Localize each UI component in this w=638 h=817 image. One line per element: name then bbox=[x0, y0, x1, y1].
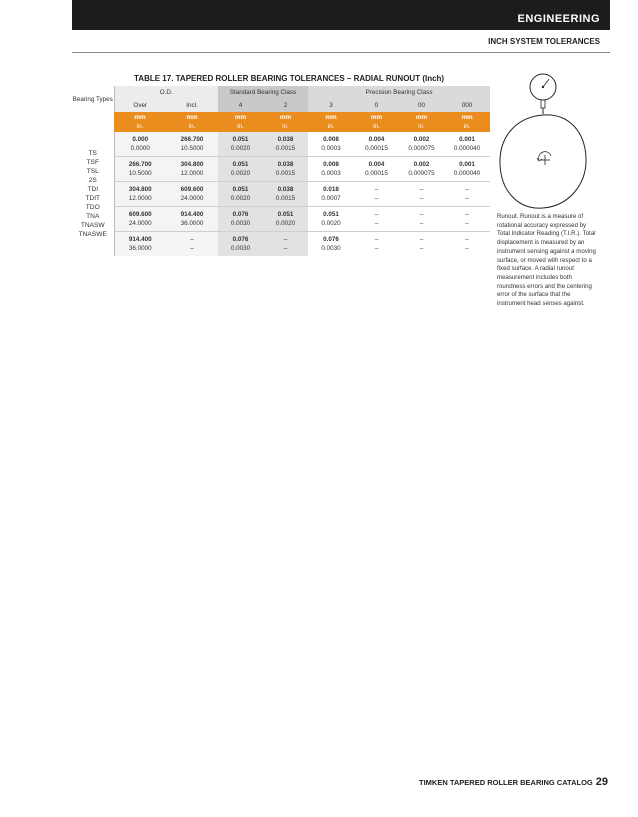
bearing-type: TDI bbox=[87, 186, 99, 193]
cell-class-0: 0.004 0.00015 bbox=[354, 157, 399, 182]
cell-class-2: – – bbox=[263, 232, 308, 257]
cell-class-2: 0.038 0.0015 bbox=[263, 132, 308, 157]
cell-class-4: 0.051 0.0020 bbox=[218, 157, 263, 182]
cell-class-3: 0.018 0.0007 bbox=[308, 182, 354, 207]
cell-class-000: – – bbox=[444, 182, 490, 207]
bearing-type: TSF bbox=[86, 159, 99, 166]
cell-class-4: 0.051 0.0020 bbox=[218, 182, 263, 207]
dial-indicator-icon bbox=[497, 72, 589, 214]
cell-over: 0.000 0.0000 bbox=[114, 132, 166, 157]
cell-class-000: 0.001 0.000040 bbox=[444, 132, 490, 157]
cell-class-000: – – bbox=[444, 207, 490, 232]
cell-class-0: 0.004 0.00015 bbox=[354, 132, 399, 157]
col-class-2: 2 bbox=[263, 98, 308, 112]
cell-class-0: – – bbox=[354, 207, 399, 232]
page-number: 29 bbox=[595, 776, 608, 788]
cell-over: 266.700 10.5000 bbox=[114, 157, 166, 182]
cell-class-0: – – bbox=[374, 236, 379, 252]
cell-class-3: 0.008 0.0003 bbox=[308, 132, 354, 157]
cell-over: 914.400 36.0000 bbox=[114, 232, 166, 257]
units-cell: mm in. bbox=[354, 112, 399, 132]
col-class-000: 000 bbox=[444, 98, 490, 112]
cell-class-00: 0.002 0.000075 bbox=[399, 132, 444, 157]
cell-class-3: 0.076 0.0030 bbox=[321, 236, 341, 252]
cell-class-000: – – bbox=[465, 236, 469, 252]
cell-class-4: 0.076 0.0030 bbox=[218, 232, 263, 257]
runout-caption: Runout. Runout is a measure of rotational accuracy expressed by Total Indicator Reading (T.I.R.). Total displacement is measured by an instrument sensing against a moving surface, or moved with respect to a fixed surface. A radial runout measurement includes both roundness errors and the centering error of the surface that the instrument head senses against. bbox=[497, 213, 596, 308]
group-precision-class: Precision Bearing Class bbox=[308, 86, 490, 98]
cell-incl: 609.600 24.0000 bbox=[166, 182, 218, 207]
units-cell: mm in. bbox=[263, 112, 308, 132]
units-row bbox=[72, 112, 490, 132]
bearing-type: 2S bbox=[88, 177, 97, 184]
cell-class-4: 0.051 0.0020 bbox=[218, 132, 263, 157]
bearing-type: TS bbox=[88, 150, 97, 157]
units-cell: mm in. bbox=[399, 112, 444, 132]
section-title: ENGINEERING bbox=[517, 13, 600, 25]
col-incl: Incl. bbox=[166, 98, 218, 112]
units-cell: mm in. bbox=[218, 112, 263, 132]
cell-class-3: 0.008 0.0003 bbox=[308, 157, 354, 182]
bearing-type: TNASW bbox=[80, 222, 105, 229]
cell-incl: – – bbox=[166, 232, 218, 257]
units-cell: mm in. bbox=[166, 112, 218, 132]
radial-runout-table bbox=[72, 86, 490, 256]
bearing-types-list bbox=[72, 132, 114, 256]
table-row bbox=[72, 157, 490, 182]
bearing-type: TDIT bbox=[85, 195, 101, 202]
cell-class-00: – – bbox=[399, 207, 444, 232]
col-bearing-types: Bearing Types bbox=[72, 86, 114, 112]
cell-over: 304.800 12.0000 bbox=[114, 182, 166, 207]
cell-class-00: 0.002 0.000075 bbox=[399, 157, 444, 182]
section-header-bar bbox=[72, 0, 610, 30]
table-row bbox=[72, 207, 490, 232]
cell-class-4: 0.076 0.0030 bbox=[218, 207, 263, 232]
col-class-3: 3 bbox=[308, 98, 354, 112]
page-footer bbox=[419, 776, 608, 788]
cell-incl: 304.800 12.0000 bbox=[166, 157, 218, 182]
table-title: TABLE 17. TAPERED ROLLER BEARING TOLERANCES – RADIAL RUNOUT (Inch) bbox=[134, 74, 445, 83]
bearing-type: TNASWE bbox=[78, 231, 107, 238]
units-cell: mm in. bbox=[308, 112, 354, 132]
cell-class-2: 0.038 0.0015 bbox=[263, 157, 308, 182]
bearing-type: TNA bbox=[86, 213, 100, 220]
cell-incl: 266.700 10.5000 bbox=[166, 132, 218, 157]
bearing-type: TSL bbox=[86, 168, 99, 175]
table-row bbox=[72, 182, 490, 207]
cell-class-000: 0.001 0.000040 bbox=[444, 157, 490, 182]
catalog-name: TIMKEN TAPERED ROLLER BEARING CATALOG bbox=[419, 778, 593, 787]
cell-incl: 914.400 36.0000 bbox=[166, 207, 218, 232]
subsection-title: INCH SYSTEM TOLERANCES bbox=[72, 32, 610, 53]
table-row bbox=[72, 232, 490, 257]
col-class-4: 4 bbox=[218, 98, 263, 112]
col-class-00: 00 bbox=[399, 98, 444, 112]
cell-class-0: – – bbox=[354, 182, 399, 207]
cell-class-00: – – bbox=[399, 182, 444, 207]
col-od: O.D. bbox=[114, 86, 218, 98]
units-blank bbox=[72, 112, 114, 132]
units-cell: mm in. bbox=[444, 112, 490, 132]
table-row bbox=[72, 132, 490, 157]
cell-class-00: – – bbox=[419, 236, 424, 252]
group-standard-class: Standard Bearing Class bbox=[218, 86, 308, 98]
col-class-0: 0 bbox=[354, 98, 399, 112]
cell-class-2: 0.038 0.0015 bbox=[263, 182, 308, 207]
cell-class-2: 0.051 0.0020 bbox=[263, 207, 308, 232]
bearing-type: TDO bbox=[85, 204, 100, 211]
cell-over: 609.600 24.0000 bbox=[114, 207, 166, 232]
units-cell: mm in. bbox=[114, 112, 166, 132]
col-over: Over bbox=[114, 98, 166, 112]
cell-class-3: 0.051 0.0020 bbox=[308, 207, 354, 232]
